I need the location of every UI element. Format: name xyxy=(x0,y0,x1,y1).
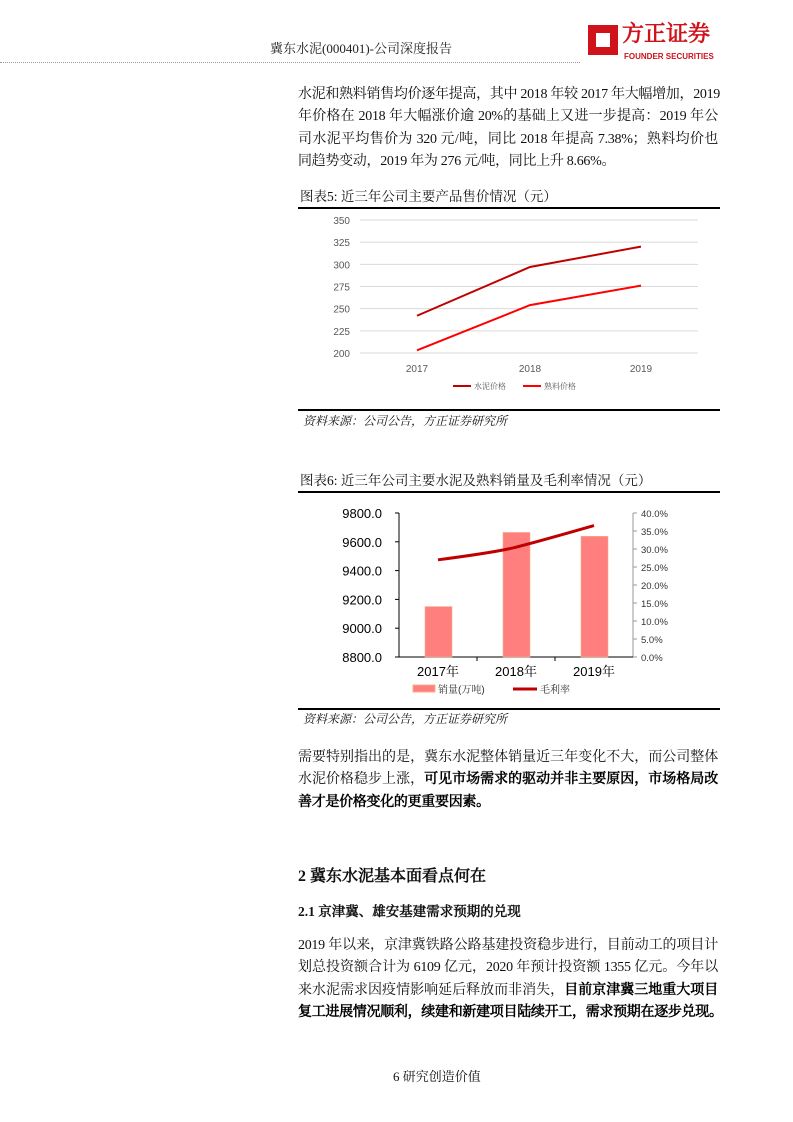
y-tick-label: 200 xyxy=(333,349,350,360)
bold-text: 目前京津冀三地重大项目 xyxy=(564,982,718,998)
y-tick-label: 275 xyxy=(333,282,350,294)
text-segment: 需要特别指出的是，冀东水泥整体销量近三年变化不大，而公司整体 xyxy=(298,750,718,765)
bar-2018年 xyxy=(503,532,530,657)
figure5-source: 资料来源：公司公告，方正证券研究所 xyxy=(303,414,508,428)
text-line xyxy=(298,792,718,814)
series-line-1 xyxy=(417,286,641,351)
figure6-top-rule xyxy=(298,491,720,493)
text-line xyxy=(298,84,718,106)
figure6-combo-chart xyxy=(298,494,720,706)
bar-2017年 xyxy=(425,607,452,657)
y-tick-label: 9600.0 xyxy=(342,534,382,550)
figure5-caption: 图表5: 近三年公司主要产品售价情况（元） xyxy=(300,189,557,204)
text-line xyxy=(298,957,718,979)
page-footer: 6 研究创造价值 xyxy=(393,1069,481,1084)
y2-tick-label: 20.0% xyxy=(641,581,668,592)
text-segment: 司水泥平均售价为 320 元/吨，同比 2018 年提高 7.38%；熟料均价也 xyxy=(298,131,718,147)
text-segment: 年价格在 2018 年大幅涨价逾 20%的基础上又进一步提高：2019 年公 xyxy=(298,109,718,125)
logo-text-en: FOUNDER SECURITIES xyxy=(624,52,714,61)
x-tick-label: 2017 xyxy=(405,364,429,375)
report-header-title: 冀东水泥(000401)-公司深度报告 xyxy=(270,41,452,56)
figure5-line-chart xyxy=(298,210,720,405)
y-tick-label: 9400.0 xyxy=(342,563,382,579)
text-segment: 划总投资额合计为 6109 亿元，2020 年预计投资额 1355 亿元。今年以 xyxy=(298,960,718,976)
y2-tick-label: 10.0% xyxy=(641,617,668,628)
text-line xyxy=(298,151,718,173)
legend-swatch-bar xyxy=(413,685,435,692)
text-line xyxy=(298,747,718,769)
y-tick-label: 350 xyxy=(333,216,350,227)
text-segment: 来水泥需求因疫情影响延后释放而非消失， xyxy=(298,982,565,998)
text-segment: 同趋势变动，2019 年为 276 元/吨，同比上升 8.66%。 xyxy=(298,153,616,169)
subsection-heading: 2.1 京津冀、雄安基建需求预期的兑现 xyxy=(298,904,521,919)
text-segment: 水泥和熟料销售均价逐年提高，其中 2018 年较 2017 年大幅增加，2019 xyxy=(298,87,720,102)
paragraph-market-structure xyxy=(298,747,718,814)
x-tick-label: 2019年 xyxy=(573,664,615,679)
founder-securities-logo xyxy=(588,22,718,64)
y2-tick-label: 0.0% xyxy=(641,653,663,664)
y-tick-label: 9800.0 xyxy=(342,506,382,521)
section-heading: 2 冀东水泥基本面看点何在 xyxy=(298,868,487,885)
y2-tick-label: 5.0% xyxy=(641,635,663,646)
text-line xyxy=(298,980,718,1002)
y2-tick-label: 15.0% xyxy=(641,599,668,610)
logo-text-cn: 方正证券 xyxy=(622,22,711,47)
figure6-source: 资料来源：公司公告，方正证券研究所 xyxy=(303,712,508,726)
paragraph-infrastructure xyxy=(298,935,723,1024)
text-line xyxy=(298,106,718,128)
legend-label: 熟料价格 xyxy=(544,382,576,391)
y-tick-label: 9200.0 xyxy=(342,592,382,608)
text-segment: 水泥价格稳步上涨， xyxy=(298,772,425,788)
text-line xyxy=(298,769,718,791)
legend-label: 销量(万吨) xyxy=(438,685,485,696)
y2-tick-label: 30.0% xyxy=(641,545,668,556)
y-tick-label: 250 xyxy=(333,304,350,316)
y2-tick-label: 25.0% xyxy=(641,563,668,574)
bold-text: 可见市场需求的驱动并非主要原因，市场格局改 xyxy=(424,772,718,788)
x-tick-label: 2017年 xyxy=(417,664,459,679)
x-tick-label: 2019 xyxy=(629,364,653,375)
header-divider xyxy=(0,62,580,63)
y-tick-label: 9000.0 xyxy=(342,621,382,637)
y-tick-label: 300 xyxy=(333,260,350,272)
text-line xyxy=(298,1002,723,1024)
bar-2019年 xyxy=(581,536,608,657)
bold-text: 善才是价格变化的更重要因素。 xyxy=(298,794,490,810)
figure6-bottom-rule xyxy=(298,708,720,710)
y2-tick-label: 35.0% xyxy=(641,527,668,538)
figure6-caption: 图表6: 近三年公司主要水泥及熟料销量及毛利率情况（元） xyxy=(300,473,652,488)
text-line xyxy=(298,129,718,151)
y-tick-label: 8800.0 xyxy=(342,650,382,665)
y2-tick-label: 40.0% xyxy=(641,509,668,520)
bold-text: 复工进展情况顺利，续建和新建项目陆续开工，需求预期在逐步兑现。 xyxy=(298,1004,723,1020)
logo-mark-icon xyxy=(588,25,618,55)
figure5-bottom-rule xyxy=(298,409,720,411)
text-segment: 2019 年以来，京津冀铁路公路基建投资稳步进行，目前动工的项目计 xyxy=(298,938,718,953)
legend-label: 毛利率 xyxy=(540,685,570,696)
x-tick-label: 2018 xyxy=(518,364,542,375)
paragraph-prices xyxy=(298,84,718,173)
y-tick-label: 225 xyxy=(333,326,350,338)
x-tick-label: 2018年 xyxy=(495,664,537,679)
legend-label: 水泥价格 xyxy=(474,382,506,391)
text-line xyxy=(298,935,718,957)
y-tick-label: 325 xyxy=(333,238,350,250)
figure5-top-rule xyxy=(298,207,720,209)
